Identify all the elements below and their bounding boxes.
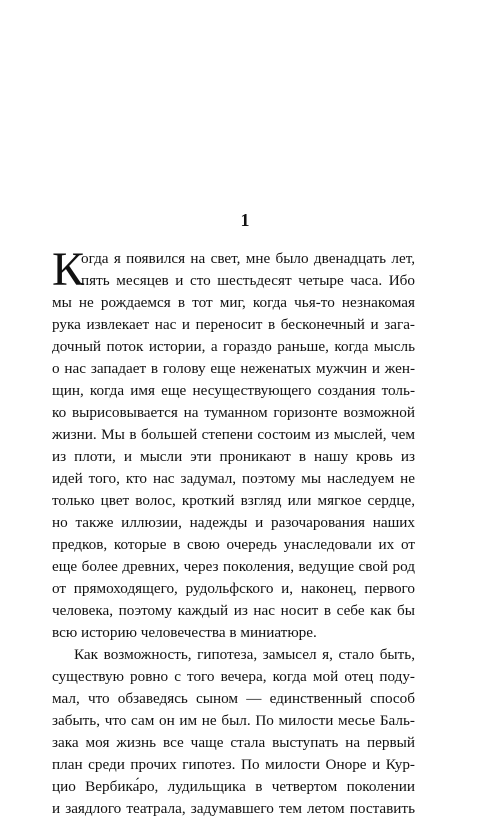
text-line: щин, когда имя еще несуществующего создания толь- (52, 382, 415, 399)
text-line: еще более древних, через поколения, ведущие свой род (52, 558, 415, 575)
text-line: и заядлого театрала, задумавшего тем летом поставить (52, 800, 415, 817)
text-line-content: огда я появился на свет, мне было двенадцать лет, (81, 250, 415, 267)
drop-cap: К (52, 243, 85, 296)
text-line: дочный поток истории, а гораздо раньше, когда мысль (52, 338, 415, 355)
text-line: пять месяцев и сто шестьдесят четыре часа. Ибо (81, 272, 415, 289)
text-line: из плоти, и мысли эти проникают в нашу кровь из (52, 448, 415, 465)
text-line: о нас западает в голову еще неженатых мужчин и жен- (52, 360, 415, 377)
text-line: от прямоходящего, рудольфского и, наконец, первого (52, 580, 415, 597)
text-line: забыть, что сам он им не был. По милости месье Баль- (52, 712, 415, 729)
text-line: цио Вербика́ро, лудильщика в четвертом поколении (52, 778, 415, 795)
text-line: мы не рождаемся в тот миг, когда чья-то незнакомая (52, 294, 415, 311)
text-line: ко вырисовывается на туманном горизонте возможной (52, 404, 415, 421)
text-line: зака моя жизнь все чаще стала выступать на первый (52, 734, 415, 751)
text-line: Как возможность, гипотеза, замысел я, стало быть, (74, 646, 415, 663)
text-line: но также иллюзии, надежды и разочарования наших (52, 514, 415, 531)
text-line: только цвет волос, кроткий взгляд или мягкое сердце, (52, 492, 415, 509)
text-line: идей того, кто нас задумал, поэтому мы наследуем не (52, 470, 415, 487)
text-line: существую ровно с того вечера, когда мой отец поду- (52, 668, 415, 685)
paragraph-1 (52, 243, 415, 644)
text-line: предков, которые в свою очередь унаследовали их от (52, 536, 415, 553)
chapter-number: 1 (240, 210, 250, 230)
body-text (52, 243, 415, 820)
text-line: план среди прочих гипотез. По милости Оноре и Кур- (52, 756, 415, 773)
text-line: мал, что обзаведясь сыном — единственный способ (52, 690, 415, 707)
text-line: жизни. Мы в большей степени состоим из мыслей, чем (52, 426, 415, 443)
text-line: человека, поэтому каждый из нас носит в себе как бы (52, 602, 415, 619)
text-line: всю историю человечества в миниатюре. (52, 624, 317, 641)
text-line: рука извлекает нас и переносит в бесконечный и зага- (52, 316, 415, 333)
paragraph-2 (52, 644, 415, 820)
